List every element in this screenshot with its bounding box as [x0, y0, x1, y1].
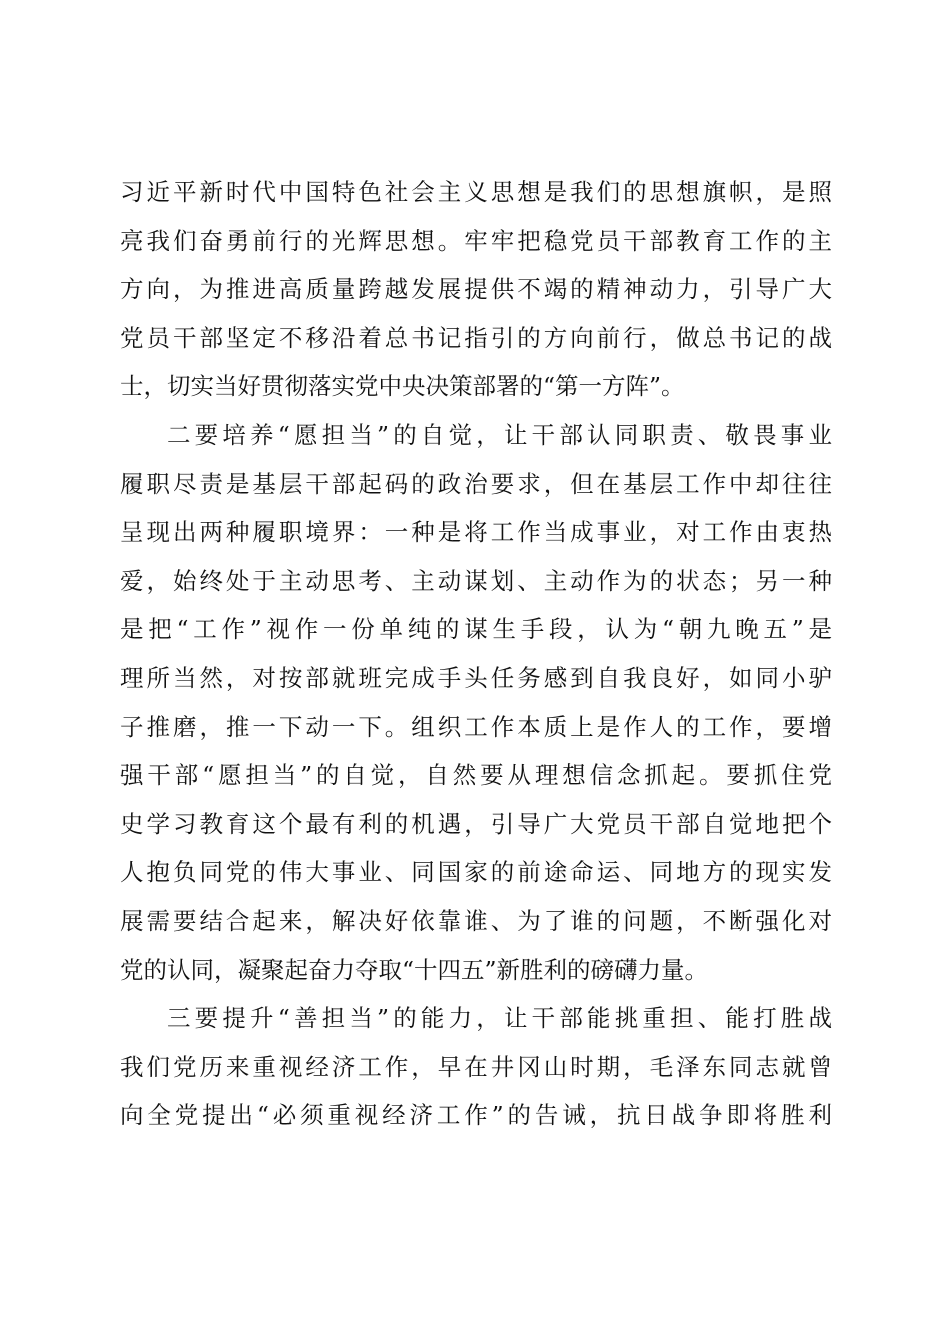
text-line: 呈现出两种履职境界：一种是将工作当成事业，对工作由衷热: [120, 518, 832, 547]
heading-line: 二要培养“愿担当”的自觉，让干部认同职责、敬畏事业: [167, 420, 832, 449]
paragraph-1: [120, 168, 832, 411]
text-line: 理所当然，对按部就班完成手头任务感到自我良好，如同小驴: [120, 663, 832, 692]
text-line: 向全党提出“必须重视经济工作”的告诫，抗日战争即将胜利: [120, 1101, 832, 1130]
text-line: 展需要结合起来，解决好依靠谁、为了谁的问题，不断强化对: [120, 906, 832, 935]
section-heading-3: [120, 994, 832, 1043]
paragraph-3: [120, 460, 832, 995]
text-line: 史学习教育这个最有利的机遇，引导广大党员干部自觉地把个: [120, 809, 832, 838]
text-line: 习近平新时代中国特色社会主义思想是我们的思想旗帜，是照: [120, 178, 832, 206]
document-body: [120, 168, 832, 1140]
section-heading-2: [120, 411, 832, 460]
paragraph-5: [120, 1043, 832, 1140]
text-line: 我们党历来重视经济工作，早在井冈山时期，毛泽东同志就曾: [120, 1052, 832, 1081]
text-line: 方向，为推进高质量跨越发展提供不竭的精神动力，引导广大: [120, 275, 832, 304]
text-line: 强干部“愿担当”的自觉，自然要从理想信念抓起。要抓住党: [120, 761, 832, 790]
text-line: 党员干部坚定不移沿着总书记指引的方向前行，做总书记的战: [120, 323, 832, 352]
text-line: 党的认同，凝聚起奋力夺取“十四五”新胜利的磅礴力量。: [120, 955, 709, 984]
heading-line: 三要提升“善担当”的能力，让干部能挑重担、能打胜战: [167, 1004, 832, 1033]
text-line: 子推磨，推一下动一下。组织工作本质上是作人的工作，要增: [120, 712, 832, 741]
text-line: 士，切实当好贯彻落实党中央决策部署的“第一方阵”。: [120, 372, 685, 401]
text-line: 人抱负同党的伟大事业、同国家的前途命运、同地方的现实发: [120, 858, 832, 887]
text-line: 爱，始终处于主动思考、主动谋划、主动作为的状态；另一种: [120, 566, 832, 595]
text-line: 是把“工作”视作一份单纯的谋生手段，认为“朝九晚五”是: [120, 615, 832, 644]
text-line: 亮我们奋勇前行的光辉思想。牢牢把稳党员干部教育工作的主: [120, 226, 832, 255]
text-line: 履职尽责是基层干部起码的政治要求，但在基层工作中却往往: [120, 469, 832, 498]
